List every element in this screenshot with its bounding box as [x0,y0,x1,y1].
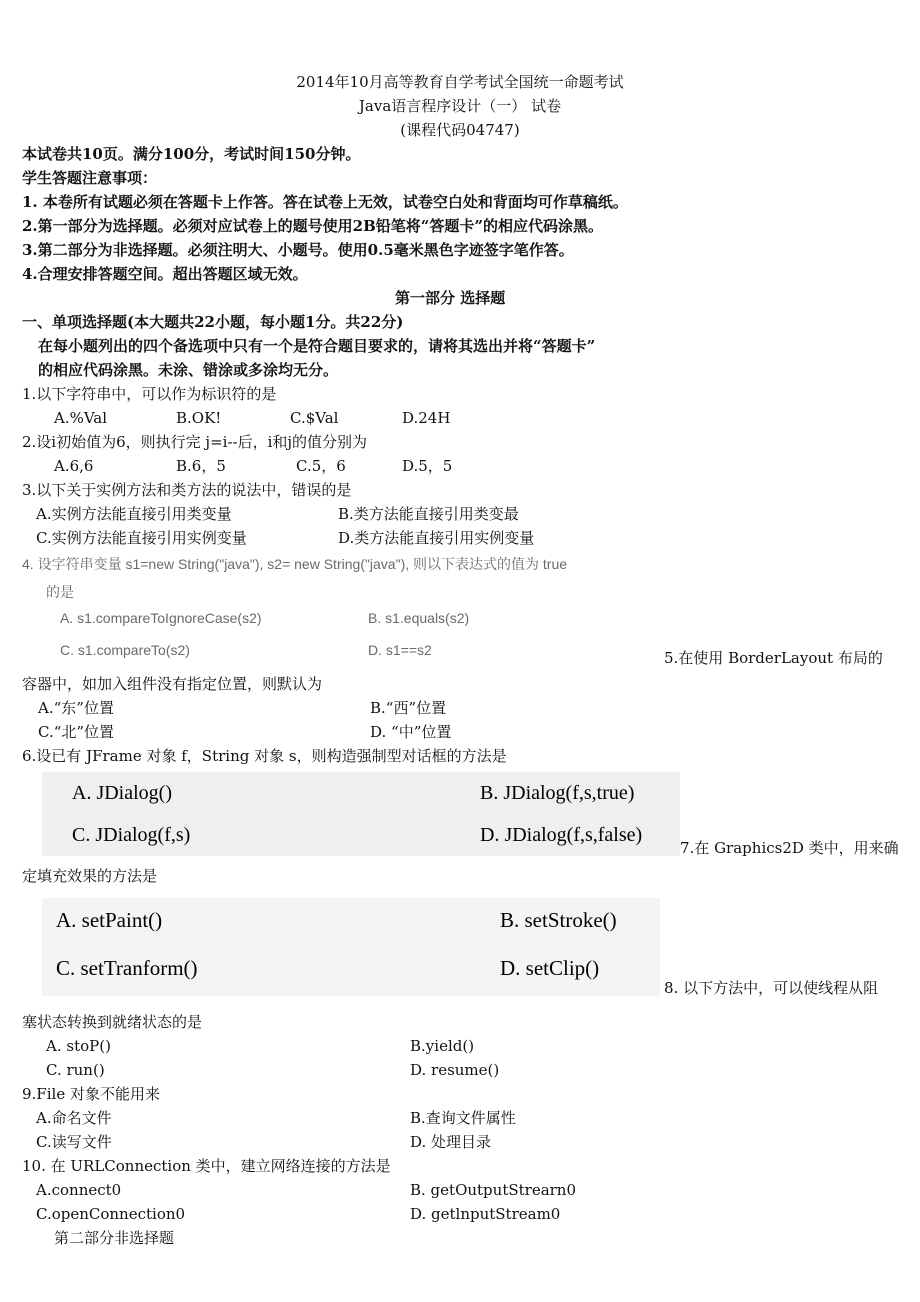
q7-option-c: C. setTranform() [56,956,198,980]
question-3: 3.以下关于实例方法和类方法的说法中，错误的是 [22,481,352,499]
question-5: 5.在使用 BorderLayout 布局的 [664,649,883,667]
note-1: 1. 本卷所有试题必须在答题卡上作答。答在试卷上无效，试卷空白处和背面均可作草稿纸。 [22,193,628,211]
q2-option-a: A.6,6 [54,457,94,475]
question-9: 9.File 对象不能用来 [22,1085,160,1103]
notes-title: 学生答题注意事项： [22,169,158,187]
q6-option-a: A. JDialog() [72,782,172,804]
q5-option-c: C.“北”位置 [38,723,115,741]
question-6: 6.设已有 JFrame 对象 f，String 对象 s，则构造强制型对话框的方法是 [22,747,507,765]
q3-option-d: D.类方法能直接引用实例变量 [338,529,535,547]
q7-option-b: B. setStroke() [500,908,617,932]
q8-option-c: C. run() [46,1061,105,1079]
q1-option-c: C.$Val [290,409,339,427]
course-code: (课程代码04747) [400,121,520,139]
q1-option-d: D.24H [402,409,451,427]
q1-option-a: A.%Val [54,409,108,427]
q8-option-a: A. stoP() [46,1037,111,1055]
q9-option-d: D. 处理目录 [410,1133,492,1151]
section-title: 一、单项选择题(本大题共22小题，每小题1分。共22分) [22,313,404,331]
q5-option-d: D. “中”位置 [370,723,452,741]
q10-option-d: D. getlnputStream0 [410,1205,561,1223]
q4-option-b: B. s1.equals(s2) [368,610,470,626]
question-7-cont: 定填充效果的方法是 [22,867,158,885]
q5-option-b: B.“西”位置 [370,699,447,717]
part2-title: 第二部分非选择题 [54,1229,175,1247]
q10-option-b: B. getOutputStrearn0 [410,1181,577,1199]
q1-option-b: B.OK! [176,409,222,427]
course-title: Java语言程序设计（一） 试卷 [358,97,562,115]
q4-option-c: C. s1.compareTo(s2) [60,642,190,658]
q6-option-c: C. JDialog(f,s) [72,824,191,846]
q4-option-a: A. s1.compareToIgnoreCase(s2) [60,610,262,626]
q9-option-b: B.查询文件属性 [410,1109,516,1127]
part1-title: 第一部分 选择题 [395,289,506,307]
note-2: 2.第一部分为选择题。必须对应试卷上的题号使用2B铅笔将“答题卡”的相应代码涂黑。 [22,217,604,235]
question-10: 10. 在 URLConnection 类中，建立网络连接的方法是 [22,1157,391,1175]
q3-option-b: B.类方法能直接引用类变最 [338,505,519,523]
q7-option-a: A. setPaint() [56,908,163,932]
question-4: 4. 设字符串变量 s1=new String("java"), s2= new String("java"), 则以下表达式的值为 true [22,556,568,572]
q2-option-d: D.5，5 [402,457,453,475]
q10-option-a: A.connect0 [36,1181,122,1199]
question-5-cont: 容器中，如加入组件没有指定位置，则默认为 [22,675,323,693]
exam-info: 本试卷共10页。满分100分，考试时间150分钟。 [22,145,361,163]
exam-title: 2014年10月高等教育自学考试全国统一命题考试 [296,73,624,91]
q3-option-a: A.实例方法能直接引用类变量 [36,505,232,523]
q6-option-d: D. JDialog(f,s,false) [480,824,643,846]
q9-option-a: A.命名文件 [36,1109,112,1127]
q10-option-c: C.openConnection0 [36,1205,186,1223]
instructions-line-1: 在每小题列出的四个备选项中只有一个是符合题目要求的，请将其选出并将“答题卡” [38,337,596,355]
q2-option-b: B.6，5 [176,457,226,475]
q7-option-d: D. setClip() [500,956,600,980]
question-2: 2.设i初始值为6，则执行完 j=i--后，i和j的值分别为 [22,433,368,451]
q6-option-b: B. JDialog(f,s,true) [480,782,635,804]
q3-option-c: C.实例方法能直接引用实例变量 [36,529,247,547]
q8-option-d: D. resume() [410,1061,500,1079]
question-7: 7.在 Graphics2D 类中，用来确 [680,839,899,857]
note-3: 3.第二部分为非选择题。必须注明大、小题号。使用0.5毫米黑色字迹签字笔作答。 [22,241,574,259]
q2-option-c: C.5，6 [296,457,346,475]
q4-option-d: D. s1==s2 [368,642,432,658]
q5-option-a: A.“东”位置 [38,699,114,717]
question-1: 1.以下字符串中，可以作为标识符的是 [22,385,277,403]
q9-option-c: C.读写文件 [36,1133,112,1151]
question-8-cont: 塞状态转换到就绪状态的是 [22,1013,203,1031]
instructions-line-2: 的相应代码涂黑。未涂、错涂或多涂均无分。 [38,361,339,379]
question-4-cont: 的是 [46,584,74,600]
q8-option-b: B.yield() [410,1037,475,1055]
question-8: 8. 以下方法中，可以使线程从阻 [664,979,879,997]
note-4: 4.合理安排答题空间。超出答题区域无效。 [22,265,308,283]
